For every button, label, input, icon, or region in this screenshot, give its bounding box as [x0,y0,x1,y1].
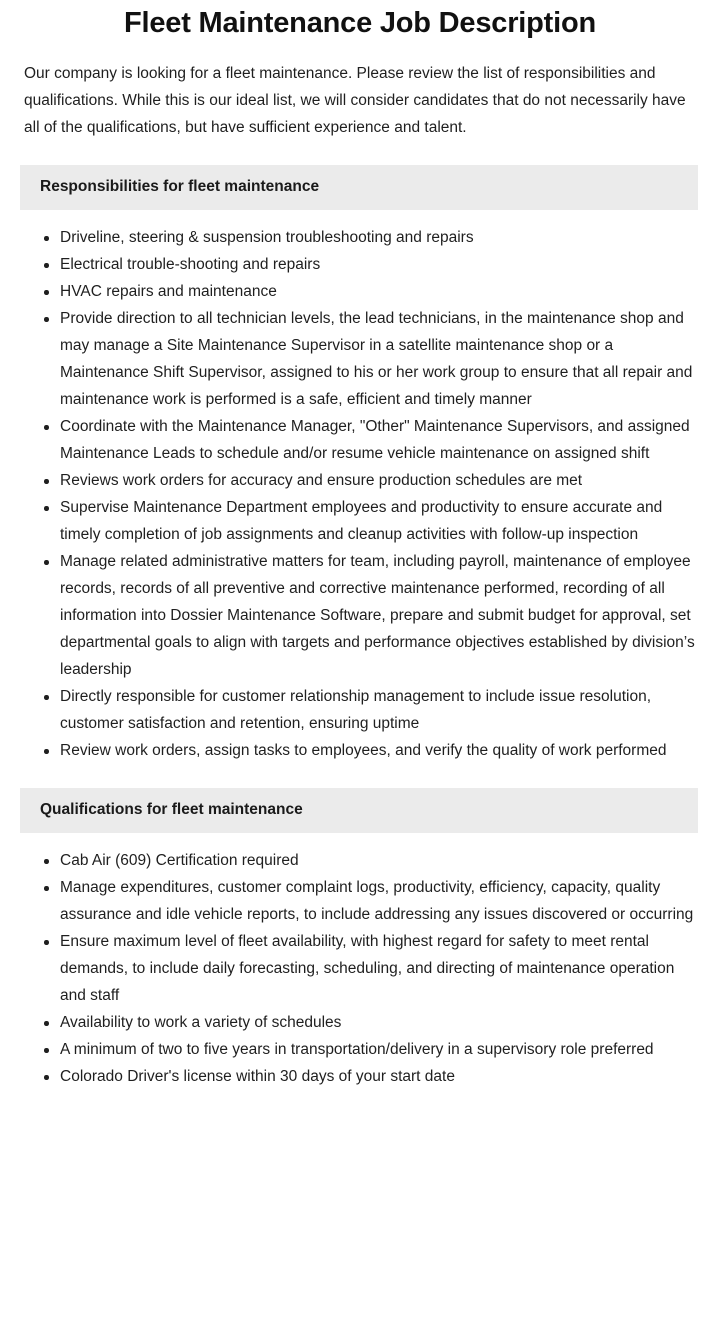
list-item: Manage expenditures, customer complaint logs, productivity, efficiency, capacity, quality assurance and idle vehicle reports, to include addressing any issues discovered or occurring [44,874,696,928]
list-item: Provide direction to all technician levels, the lead technicians, in the maintenance shop and may manage a Site Maintenance Supervisor in a satellite maintenance shop or a Maintenance Shift Supervisor, assigned to his or her work group to ensure that all repair and maintenance work is performed is a safe, efficient and timely manner [44,305,696,413]
list-item: Electrical trouble-shooting and repairs [44,251,696,278]
section-header-qualifications: Qualifications for fleet maintenance [20,788,698,833]
list-item: Supervise Maintenance Department employees and productivity to ensure accurate and timely completion of job assignments and cleanup activities with follow-up inspection [44,494,696,548]
list-item: Ensure maximum level of fleet availability, with highest regard for safety to meet rental demands, to include daily forecasting, scheduling, and directing of maintenance operation and staff [44,928,696,1009]
qualifications-list [0,833,720,1090]
responsibilities-list [0,210,720,764]
list-item: Manage related administrative matters for team, including payroll, maintenance of employee records, records of all preventive and corrective maintenance performed, recording of all information into Dossier Maintenance Software, prepare and submit budget for approval, set departmental goals to align with targets and performance objectives established by division’s leadership [44,548,696,683]
list-item: A minimum of two to five years in transportation/delivery in a supervisory role preferred [44,1036,696,1063]
list-item: Directly responsible for customer relationship management to include issue resolution, customer satisfaction and retention, ensuring uptime [44,683,696,737]
list-item: HVAC repairs and maintenance [44,278,696,305]
section-header-responsibilities: Responsibilities for fleet maintenance [20,165,698,210]
page-title: Fleet Maintenance Job Description [124,7,596,39]
list-item: Colorado Driver's license within 30 days of your start date [44,1063,696,1090]
intro-paragraph: Our company is looking for a fleet maintenance. Please review the list of responsibilities and qualifications. While this is our ideal list, we will consider candidates that do not necessarily have all of the qualifications, but have sufficient experience and talent. [24,65,686,136]
list-item: Driveline, steering & suspension troubleshooting and repairs [44,224,696,251]
list-item: Availability to work a variety of schedules [44,1009,696,1036]
list-item: Coordinate with the Maintenance Manager, "Other" Maintenance Supervisors, and assigned Maintenance Leads to schedule and/or resume vehicle maintenance on assigned shift [44,413,696,467]
list-item: Reviews work orders for accuracy and ensure production schedules are met [44,467,696,494]
list-item: Cab Air (609) Certification required [44,847,696,874]
list-item: Review work orders, assign tasks to employees, and verify the quality of work performed [44,737,696,764]
